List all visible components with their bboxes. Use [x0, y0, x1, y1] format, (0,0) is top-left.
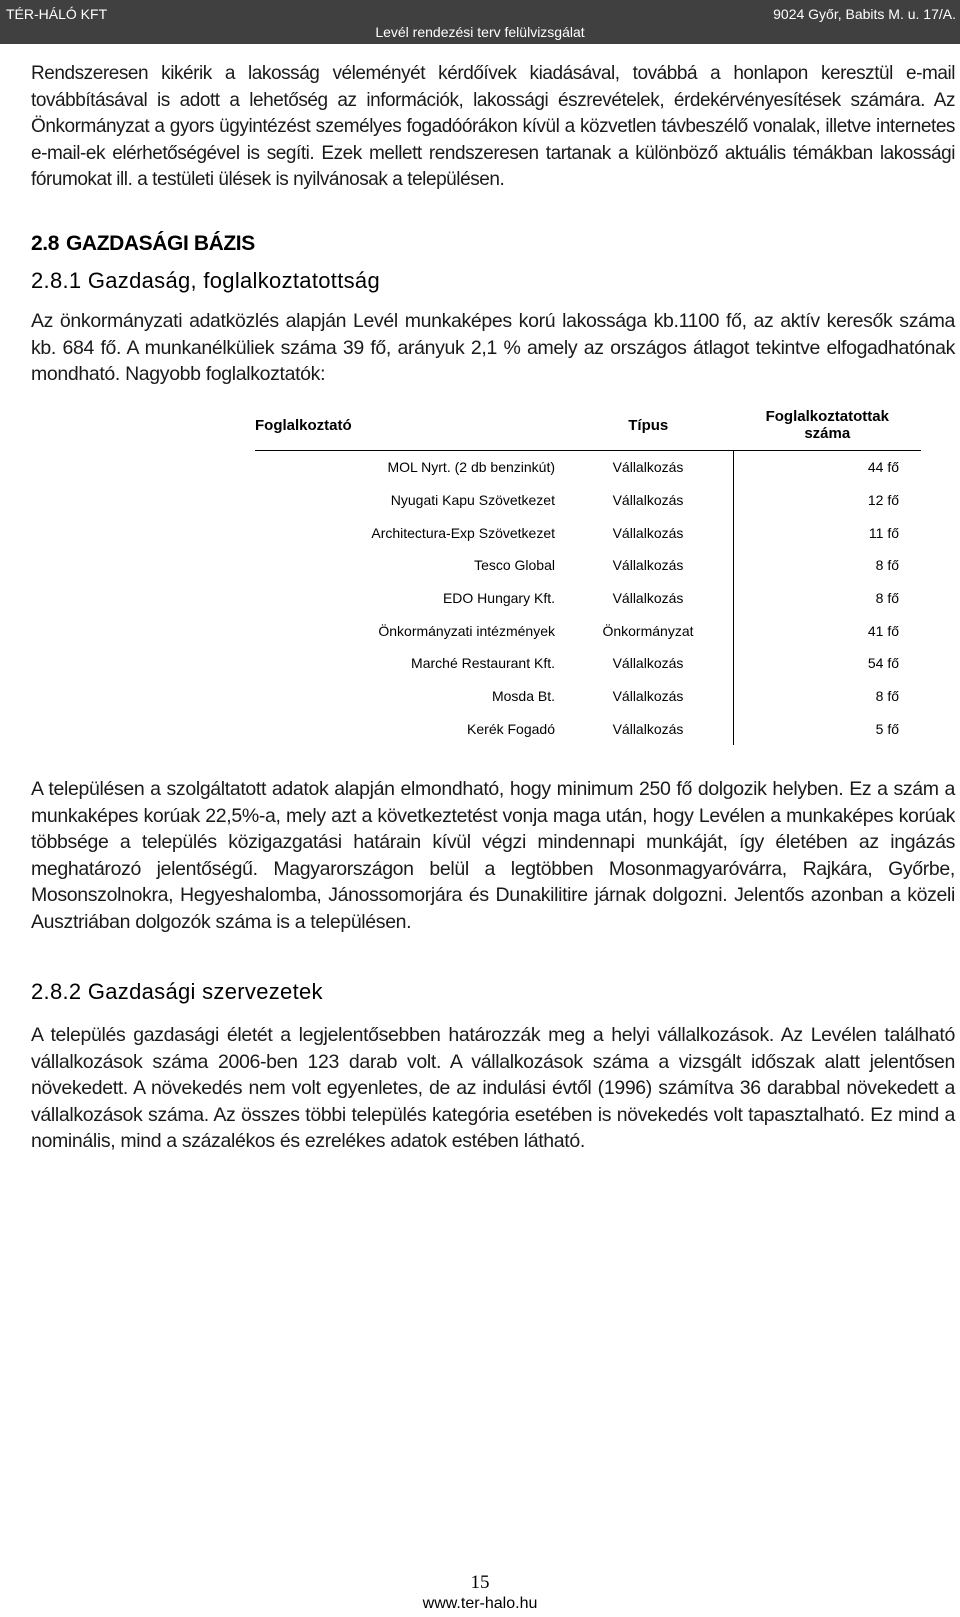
- page-header: [0, 0, 960, 44]
- table-row: [255, 484, 921, 517]
- table-row: [255, 614, 921, 647]
- employer-type: Vállalkozás: [563, 451, 734, 484]
- table-row: [255, 713, 921, 746]
- column-header-type: Típus: [563, 400, 734, 451]
- employee-count: 8 fő: [875, 688, 899, 705]
- table-row: [255, 647, 921, 680]
- employee-count: 8 fő: [875, 590, 899, 607]
- business-paragraph: A település gazdasági életét a legjelentősebben határozzák meg a helyi vállalkozások. Az Levélen található vállalkozások száma 2006-ben 123 darab volt. A vállalkozások száma a vizsgált időszak alatt jelentősen növekedett. A növekedés nem volt egyenletes, de az indulási évtől (1996) számítva 36 darabbal növekedett a vállalkozások száma. Az összes többi település kategória esetében is növekedés volt tapasztalható. Ez mind a nominális, mind a százalékos és ezrelékes adatok estében látható.: [31, 1024, 955, 1152]
- employee-count: 41 fő: [867, 622, 899, 639]
- table-row: [255, 516, 921, 549]
- section-heading-2-8-1: 2.8.1 Gazdaság, foglalkoztatottság: [31, 268, 380, 293]
- section-heading-2-8: [31, 232, 255, 256]
- employee-count: 8 fő: [875, 557, 899, 574]
- table-row: [255, 582, 921, 615]
- employer-name: MOL Nyrt. (2 db benzinkút): [387, 459, 555, 476]
- employer-type: Vállalkozás: [563, 582, 734, 615]
- table-row: [255, 451, 921, 484]
- intro-paragraph: Rendszeresen kikérik a lakosság véleményét kérdőívek kiadásával, továbbá a honlapon keresztül e-mail továbbításával is adott a lehetőség az információk, lakossági észrevételek, érdekérvényesítések számára. Az Önkormányzat a gyors ügyintézést személyes fogadóórákon kívül a közvetlen távbeszélő vonalak, illetve internetes e-mail-ek elérhetőségével is segíti. Ezek mellett rendszeresen tartanak a különböző aktuális témákban lakossági fórumokat ill. a testületi ülések is nyilvánosak a településen.: [31, 63, 955, 190]
- employer-type: Önkormányzat: [563, 614, 734, 647]
- commute-paragraph: A településen a szolgáltatott adatok alapján elmondható, hogy minimum 250 fő dolgozik helyben. Ez a szám a munkaképes korúak 22,5%-a, mely azt a következtetést vonja maga után, hogy Levélen a munkaképes korúak többsége a település közigazgatási határain kívül végzi mindennapi munkáját, így életében az ingázás meghatározó jelentőségű. Magyarországon belül a legtöbben Mosonmagyaróvárra, Rajkára, Győrbe, Mosonszolnokra, Hegyeshalomba, Jánossomorjára és Dunakilitire járnak dolgozni. Jelentős azonban a közeli Ausztriában dolgozók száma is a településen.: [31, 778, 955, 933]
- section-number: 2.8: [31, 232, 59, 255]
- employer-type: Vállalkozás: [563, 549, 734, 582]
- footer-url: www.ter-halo.hu: [422, 1595, 538, 1612]
- employee-count: 44 fő: [867, 459, 899, 476]
- employee-count: 11 fő: [868, 524, 899, 541]
- employer-name: Marché Restaurant Kft.: [411, 655, 555, 672]
- page-number: 15: [470, 1572, 490, 1593]
- employee-count: 12 fő: [867, 492, 899, 509]
- employer-type: Vállalkozás: [563, 484, 734, 517]
- employer-name: Önkormányzati intézmények: [378, 622, 555, 639]
- employer-name: Tesco Global: [474, 557, 555, 574]
- employee-count: 54 fő: [867, 655, 899, 672]
- header-document-title: Levél rendezési terv felülvizsgálat: [375, 24, 585, 40]
- table-header-row: [255, 400, 921, 451]
- table-row: [255, 549, 921, 582]
- employment-paragraph: Az önkormányzati adatközlés alapján Levél munkaképes korú lakossága kb.1100 fő, az aktív keresők száma kb. 684 fő. A munkanélküliek száma 39 fő, arányuk 2,1 % amely az országos átlagot tekintve elfogadhatónak mondható. Nagyobb foglalkoztatók:: [31, 310, 955, 385]
- header-address: 9024 Győr, Babits M. u. 17/A.: [773, 6, 956, 22]
- employer-type: Vállalkozás: [563, 647, 734, 680]
- table-row: [255, 680, 921, 713]
- employer-type: Vállalkozás: [563, 680, 734, 713]
- employer-name: Architectura-Exp Szövetkezet: [371, 524, 555, 541]
- employer-name: Kerék Fogadó: [467, 720, 555, 737]
- employer-name: Nyugati Kapu Szövetkezet: [390, 492, 555, 509]
- column-header-count-label: Foglalkoztatottak száma: [765, 408, 889, 442]
- employee-count: 5 fő: [875, 720, 899, 737]
- employer-type: Vállalkozás: [563, 713, 734, 746]
- section-title: GAZDASÁGI BÁZIS: [66, 232, 255, 255]
- header-company: TÉR-HÁLÓ KFT: [6, 6, 108, 22]
- employer-name: EDO Hungary Kft.: [442, 590, 555, 607]
- section-heading-2-8-2: 2.8.2 Gazdasági szervezetek: [31, 979, 323, 1004]
- column-header-employer: Foglalkoztató: [255, 400, 563, 451]
- employer-name: Mosda Bt.: [491, 688, 555, 705]
- column-header-count: [734, 400, 922, 451]
- employer-type: Vállalkozás: [563, 516, 734, 549]
- employer-table: [255, 400, 921, 745]
